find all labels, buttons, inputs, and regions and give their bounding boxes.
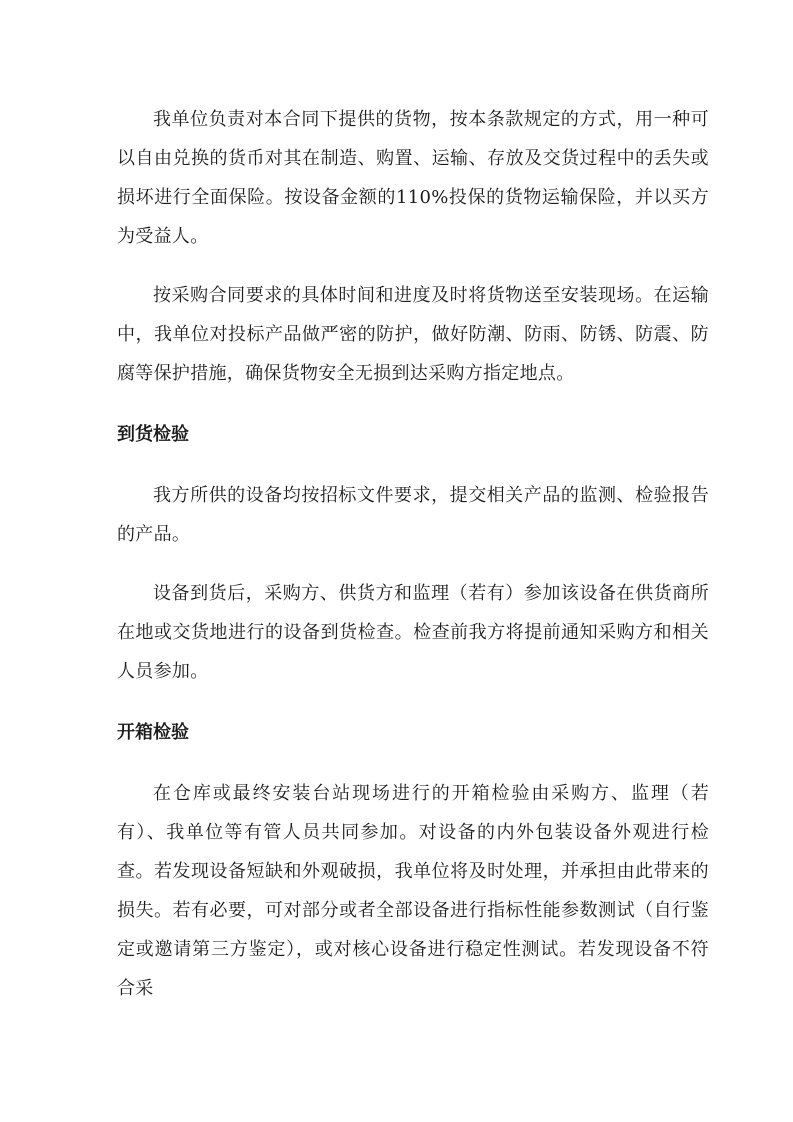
section-heading: 到货检验	[117, 424, 189, 445]
section-unpacking-inspection	[117, 713, 709, 1008]
paragraph-insurance: 我单位负责对本合同下提供的货物，按本条款规定的方式，用一种可以自由兑换的货币对其在制造、购置、运输、存放及交货过程中的丢失或损坏进行全面保险。按设备金额的110%投保的货物运输保险，并以买方为受益人。	[117, 109, 709, 247]
section-heading: 开箱检验	[117, 722, 189, 743]
paragraph-delivery: 按采购合同要求的具体时间和进度及时将货物送至安装现场。在运输中，我单位对投标产品做严密的防护，做好防潮、防雨、防锈、防震、防腐等保护措施，确保货物安全无损到达采购方指定地点。	[117, 285, 709, 384]
paragraph-unpacking: 在仓库或最终安装台站现场进行的开箱检验由采购方、监理（若有）、我单位等有管人员共同参加。对设备的内外包装设备外观进行检查。若发现设备短缺和外观破损，我单位将及时处理，并承担由此带来的损失。若有必要，可对部分或者全部设备进行指标性能参数测试（自行鉴定或邀请第三方鉴定），或对核心设备进行稳定性测试。若发现设备不符合采	[117, 783, 709, 999]
paragraph-reports: 我方所供的设备均按招标文件要求，提交相关产品的监测、检验报告的产品。	[117, 485, 709, 545]
paragraph-arrival-check: 设备到货后，采购方、供货方和监理（若有）参加该设备在供货商所在地或交货地进行的设备到货检查。检查前我方将提前通知采购方和相关人员参加。	[117, 583, 709, 682]
section-arrival-inspection	[117, 415, 709, 691]
document-page	[117, 100, 709, 1008]
